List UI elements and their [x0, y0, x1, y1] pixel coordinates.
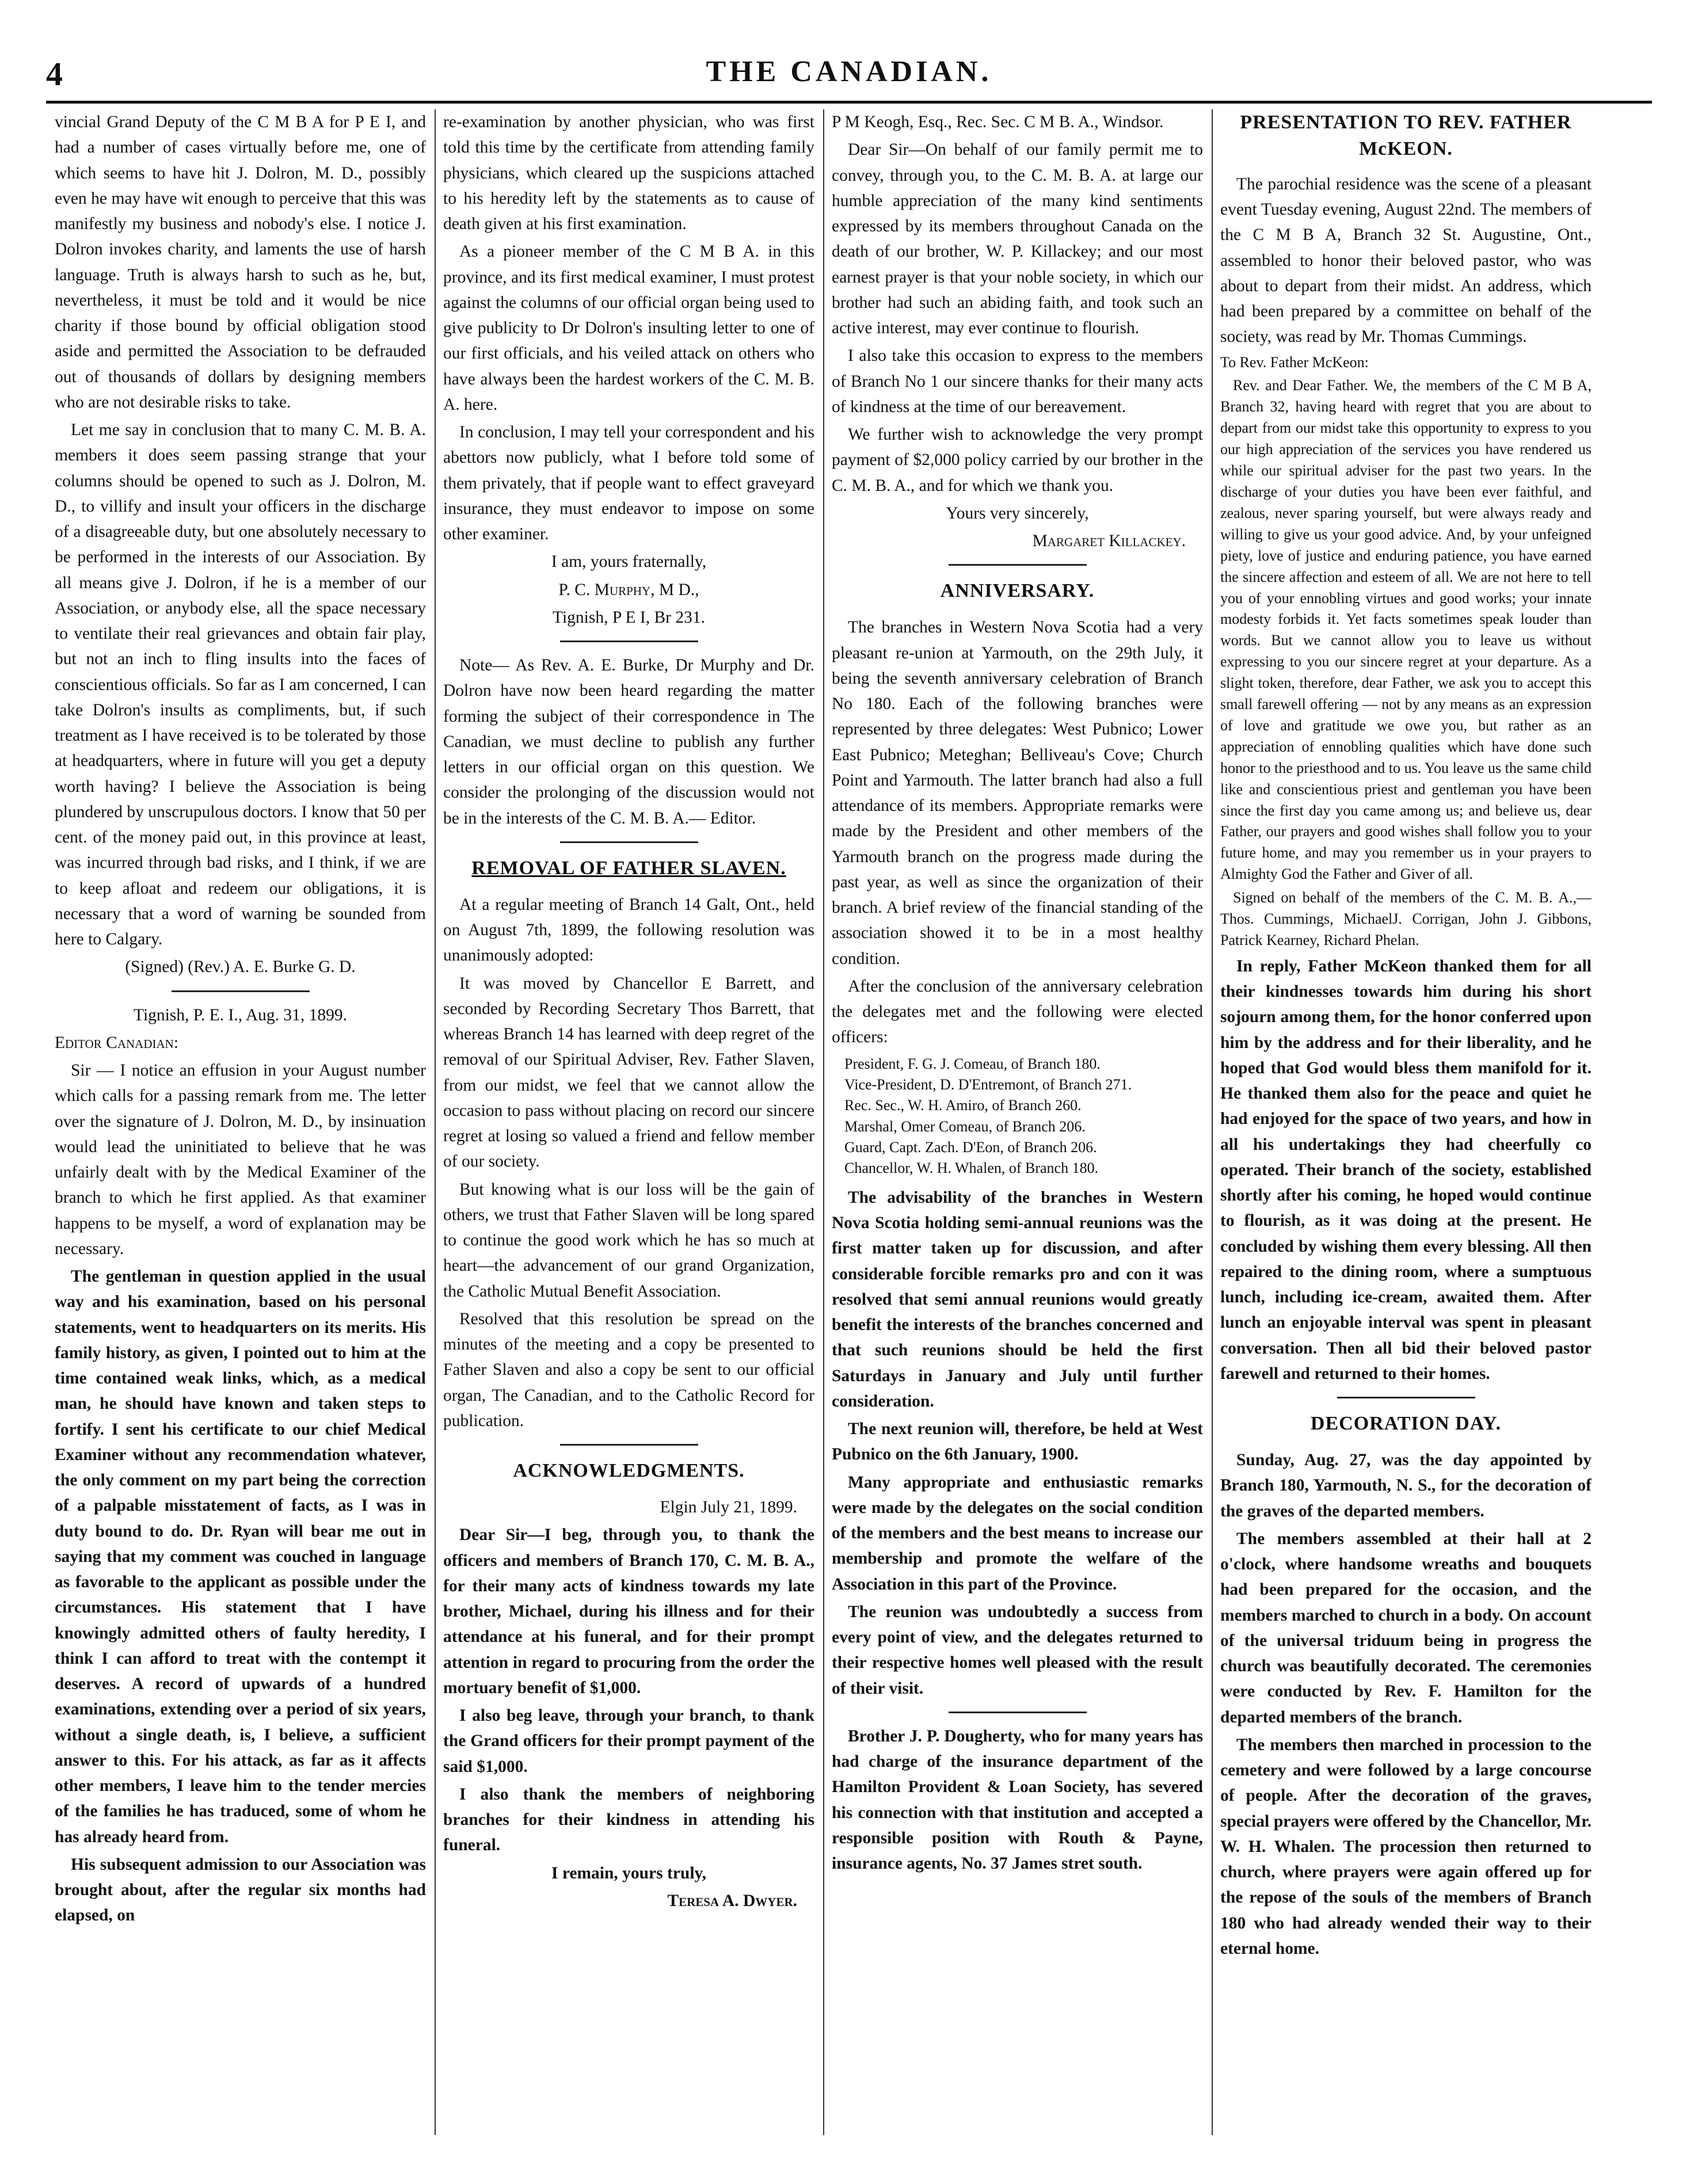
editor-note: Note— As Rev. A. E. Burke, Dr Murphy and Dr. Dolron have now been heard regarding the matter forming the subject of their correspondence in The Canadian, we must decline to publish any further letters in our official organ on this question. We consider the prolonging of the discussion would not be in the interests of the C. M. B. A.— Editor.: [443, 656, 814, 828]
article-divider: [949, 1712, 1087, 1713]
masthead-title: THE CANADIAN.: [706, 55, 992, 88]
article-divider: [949, 564, 1087, 566]
paragraph: The advisability of the branches in Western Nova Scotia holding semi-annual reunions was the first matter taken up for discussion, and after considerable forcible remarks pro and con it was resolved that semi annual reunions would greatly benefit the interests of the branches concerned and that such reunions should be held the first Saturdays in January and July until further consideration.: [832, 1188, 1203, 1411]
article-divider: [560, 641, 698, 642]
paragraph: The reunion was undoubtedly a success from every point of view, and the delegates returned to their respective homes well pleased with the result of their visit.: [832, 1602, 1203, 1698]
paragraph: The gentleman in question applied in the usual way and his examination, based on his personal statements, went to headquarters on its merits. His family history, as given, I pointed out to him at the time contained weak links, which, as a medical man, he should have known and taken steps to fortify. I sent his certificate to our chief Medical Examiner without any recommendation whatever, the only comment on my part being the correction of a palpable misstatement of facts, as I was in duty bound to do. Dr. Ryan will bear me out in saying that my comment was couched in language as favorable to the applicant as possible under the circumstances. His statement that I have knowingly admitted others of faulty heredity, I think I can afford to treat with the contempt it deserves. A record of upwards of a hundred examinations, extending over a period of six years, without a single death, is, I believe, a sufficient answer to this. For his attack, as far as it affects other members, I leave him to the tender mercies of the families he has traduced, some of whom he has already heard from.: [55, 1267, 426, 1846]
paragraph: His subsequent admission to our Association was brought about, after the regular six months had elapsed, on: [55, 1855, 426, 1925]
paragraph: The members assembled at their hall at 2 o'clock, where handsome wreaths and bouquets had been prepared for the occasion, and the members marched to church in a body. On account of the universal triduum being in progress the church was beautifully decorated. The ceremonies were conducted by Rev. F. Hamilton for the departed members of the branch.: [1220, 1529, 1592, 1726]
header-rule: [46, 101, 1652, 104]
paragraph: The members then marched in procession to the cemetery and were followed by a large concourse of people. After the decoration of the graves, special prayers were offered by the Chancellor, Mr. W. H. Whalen. The procession then returned to church, where prayers were again offered up for the repose of the souls of the members of Branch 180 who had already wended their way to their eternal home.: [1220, 1735, 1592, 1958]
paragraph: The next reunion will, therefore, be held at West Pubnico on the 6th January, 1900.: [832, 1420, 1203, 1464]
column-4: [1220, 109, 1592, 2135]
address-recipient: To Rev. Father McKeon:: [1220, 353, 1369, 371]
letter-signer: P. C. Murphy, M D.,: [558, 580, 699, 599]
paragraph: In conclusion, I may tell your correspondent and his abettors now publicly, what I before told some of them privately, that if people want to effect graveyard insurance, they must endeavor to impose on some other examiner.: [443, 423, 814, 543]
article-divider: [1337, 1397, 1475, 1398]
paragraph: Sir — I notice an effusion in your August number which calls for a passing remark from me. The letter over the signature of J. Dolron, M. D., by insinuation would lead the uninitiated to believe that he was unfairly dealt with by the Medical Examiner of the branch to which he first applied. As that examiner happens to be myself, a word of explanation may be necessary.: [55, 1061, 426, 1258]
paragraph: The parochial residence was the scene of a pleasant event Tuesday evening, August 22nd. The members of the C M B A, Branch 32 St. Augustine, Ont., assembled to honor their beloved pastor, who was about to depart from their midst. An address, which had been prepared by a committee on behalf of the society, was read by Mr. Thomas Cummings.: [1220, 174, 1592, 346]
signature: (Signed) (Rev.) A. E. Burke G. D.: [125, 958, 356, 977]
column-divider: [435, 109, 436, 2135]
list-item: Rec. Sec., W. H. Amiro, of Branch 260.: [844, 1097, 1082, 1114]
address-text: Rev. and Dear Father. We, the members of the C M B A, Branch 32, having heard with regret that you are about to depart from our midst take this opportunity to express to you our high appreciation of the services you have rendered us while our spiritual adviser for the past two years. In the discharge of your duties you have been ever faithful, and zealous, never sparing yourself, but were always ready and willing to give us your good advice. And, by your unfeigned piety, love of justice and enduring patience, you have earned the sincere affection and esteem of all. We are not here to tell you of your ennobling virtues and good works; your innate modesty forbids it. Yet facts sometimes speak louder than words. But we cannot allow you to leave us without expressing to you our sincere regret at your departure. As a slight token, therefore, dear Father, we ask you to accept this small farewell offering — not by any means as an expression of love and gratitude we owe you, but rather as an appreciation of ennobling qualities which have done such honor to the priesthood and to us. You leave us the same child like and conscientious priest and gentleman you have been since the first day you came among us; and believe us, dear Father, our prayers and good wishes shall follow you to your future home, and may you remember us in your prayers to Almighty God the Father and Giver of all.: [1220, 377, 1592, 883]
paragraph: Sunday, Aug. 27, was the day appointed by Branch 180, Yarmouth, N. S., for the decoration of the graves of the departed members.: [1220, 1451, 1592, 1520]
column-divider: [1212, 109, 1213, 2135]
paragraph: re-examination by another physician, who was first told this time by the certificate from attending family physicians, which cleared up the suspicions attached to his heredity left by the statements as to cause of death given at his first examination.: [443, 113, 814, 233]
letter-address: P M Keogh, Esq., Rec. Sec. C M B. A., Windsor.: [832, 113, 1164, 131]
paragraph: The branches in Western Nova Scotia had a very pleasant re-union at Yarmouth, on the 29th July, it being the seventh anniversary celebration of Branch No 180. Each of the following branches were represented by three delegates: West Pubnico; Lower East Pubnico; Meteghan; Belliveau's Cove; Church Point and Yarmouth. The latter branch had also a full attendance of its members. Appropriate remarks were made by the President and other members of the Yarmouth branch on the progress made during the past year, as well as since the organization of their branch. A brief review of the financial standing of the association showed it to be in a most healthy condition.: [832, 618, 1203, 968]
paragraph: In reply, Father McKeon thanked them for all their kindnesses towards him during his short sojourn among them, for the honor conferred upon him by the address and for their liberality, and he hoped that God would bless them manifold for it. He thanked them also for the peace and quiet he had enjoyed for the space of two years, and how in all his undertakings they had cheerfully co operated. Their branch of the society, established shortly after his coming, he hoped would continue to flourish, as it was doing at the present. He concluded by wishing them every blessing. All then repaired to the dining room, where a sumptuous lunch, including ice-cream, awaited them. After lunch an enjoyable interval was spent in pleasant conversation. Then all bid their beloved pastor farewell and returned to their homes.: [1220, 956, 1592, 1383]
list-item: President, F. G. J. Comeau, of Branch 180.: [844, 1055, 1101, 1072]
page-header: [46, 55, 1652, 95]
heading-decoration-day: DECORATION DAY.: [1310, 1413, 1502, 1435]
paragraph: Let me say in conclusion that to many C. M. B. A. members it does seem passing strange that your columns should be opened to such as J. Dolron, M. D., to villify and insult your officers in the discharge of a disagreeable duty, but one absolutely necessary to be performed in the interests of our Association. By all means give J. Dolron, if he is a member of our Association, or anybody else, all the space necessary to ventilate their real grievances and obtain fair play, but not an inch to fling insults into the faces of conscientious officials. So far as I am concerned, I can take Dolron's insults as compliments, but, if such treatment as I have received is to be tolerated by those at headquarters, where in future will you get a deputy worth having? I believe the Association is being plundered by unscrupulous doctors. I know that 50 per cent. of the money paid out, in this province at least, was incurred through bad risks, and I think, if we are to keep afloat and redeem our obligations, it is necessary that a word of warning be sounded from here to Calgary.: [55, 421, 426, 948]
list-item: Marshal, Omer Comeau, of Branch 206.: [844, 1118, 1086, 1135]
page-number: 4: [46, 55, 63, 93]
article-divider: [560, 1444, 698, 1446]
heading-anniversary: ANNIVERSARY.: [940, 580, 1095, 602]
letter-place: Tignish, P E I, Br 231.: [552, 608, 705, 627]
heading-removal-of-father-slaven: REMOVAL OF FATHER SLAVEN.: [471, 857, 786, 879]
paragraph: At a regular meeting of Branch 14 Galt, Ont., held on August 7th, 1899, the following resolution was unanimously adopted:: [443, 895, 814, 965]
paragraph: It was moved by Chancellor E Barrett, and seconded by Recording Secretary Thos Barrett, that whereas Branch 14 has learned with deep regret of the removal of our Spiritual Adviser, Rev. Father Slaven, from our midst, we feel that we cannot allow the occasion to pass without placing on record our sincere regret at losing so valued a friend and fellow member of our society.: [443, 974, 814, 1171]
heading-presentation-to-rev-father-mckeon: PRESENTATION TO REV. FATHER McKEON.: [1240, 112, 1572, 159]
column-divider: [823, 109, 824, 2135]
column-2: [443, 109, 814, 2135]
paragraph: Many appropriate and enthusiastic remarks were made by the delegates on the social condition of the members and the best means to increase our membership and promote the welfare of the Association in this part of the Province.: [832, 1473, 1203, 1594]
column-1: [55, 109, 426, 2135]
list-item: Guard, Capt. Zach. D'Eon, of Branch 206.: [844, 1139, 1097, 1156]
paragraph: As a pioneer member of the C M B A. in this province, and its first medical examiner, I must protest against the columns of our official organ being used to give publicity to Dr Dolron's insulting letter to one of our first officials, and his veiled attack on others who have always been the hardest workers of the C. M. B. A. here.: [443, 242, 814, 414]
letter-signer: Margaret Killackey.: [1032, 532, 1186, 550]
paragraph: I also take this occasion to express to the members of Branch No 1 our sincere thanks for their many acts of kindness at the time of our bereavement.: [832, 346, 1203, 416]
letter-signer: Teresa A. Dwyer.: [667, 1891, 797, 1910]
article-divider: [172, 990, 310, 992]
letter-closing: I remain, yours truly,: [551, 1863, 707, 1882]
list-item: Chancellor, W. H. Whalen, of Branch 180.: [844, 1160, 1099, 1177]
heading-acknowledgments: ACKNOWLEDGMENTS.: [513, 1460, 745, 1481]
letter-date: Elgin July 21, 1899.: [660, 1498, 797, 1516]
officers-list: [832, 1054, 1203, 1179]
paragraph: Dear Sir—I beg, through you, to thank the officers and members of Branch 170, C. M. B. A., for their many acts of kindness towards my late brother, Michael, during his illness and for their attendance at his funeral, and for their prompt attention in regard to procuring from the order the mortuary benefit of $1,000.: [443, 1526, 814, 1697]
paragraph: But knowing what is our loss will be the gain of others, we trust that Father Slaven will be long spared to continue the good work which he has so much at heart—the advancement of our grand Organization, the Catholic Mutual Benefit Association.: [443, 1180, 814, 1301]
paragraph: Brother J. P. Dougherty, who for many years has had charge of the insurance department of the Hamilton Provident & Loan Society, has severed his connection with that institution and accepted a responsible position with Routh & Payne, insurance agents, No. 37 James stret south.: [832, 1726, 1203, 1873]
paragraph: We further wish to acknowledge the very prompt payment of $2,000 policy carried by our brother in the C. M. B. A., and for which we thank you.: [832, 425, 1203, 495]
address-signatories: Signed on behalf of the members of the C. M. B. A.,—Thos. Cummings, MichaelJ. Corrigan, John J. Gibbons, Patrick Kearney, Richard Phelan.: [1220, 889, 1592, 948]
paragraph: I also thank the members of neighboring branches for their kindness in attending his funeral.: [443, 1785, 814, 1855]
paragraph: vincial Grand Deputy of the C M B A for P E I, and had a number of cases virtually before me, one of which seems to have hit J. Dolron, M. D., possibly even he may have wit enough to perceive that this was manifestly my business and nobody's else. I notice J. Dolron invokes charity, and laments the use of harsh language. Truth is always harsh to such as he, but, nevertheless, it must be told and it would be nice charity if those bound by official obligation stood aside and permitted the Association to be defrauded out of thousands of dollars by designing members who are not desirable risks to take.: [55, 113, 426, 411]
letter-closing: Yours very sincerely,: [946, 504, 1089, 523]
salutation: Editor Canadian:: [55, 1033, 179, 1052]
paragraph: Dear Sir—On behalf of our family permit me to convey, through you, to the C. M. B. A. at large our humble appreciation of the many kind sentiments expressed by its members throughout Canada on the death of our brother, W. P. Killackey; and our most earnest prayer is that your noble society, in which our brother had such an abiding faith, and took such an active interest, may ever continue to flourish.: [832, 140, 1203, 337]
paragraph: I also beg leave, through your branch, to thank the Grand officers for their prompt payment of the said $1,000.: [443, 1706, 814, 1776]
list-item: Vice-President, D. D'Entremont, of Branch 271.: [844, 1076, 1132, 1093]
article-divider: [560, 841, 698, 843]
paragraph: Resolved that this resolution be spread on the minutes of the meeting and a copy be presented to Father Slaven and also a copy be sent to our official organ, The Canadian, and to the Catholic Record for publication.: [443, 1309, 814, 1430]
paragraph: After the conclusion of the anniversary celebration the delegates met and the following were elected officers:: [832, 977, 1203, 1047]
dateline: Tignish, P. E. I., Aug. 31, 1899.: [133, 1005, 347, 1024]
column-3: [832, 109, 1203, 2135]
letter-closing: I am, yours fraternally,: [551, 552, 707, 571]
